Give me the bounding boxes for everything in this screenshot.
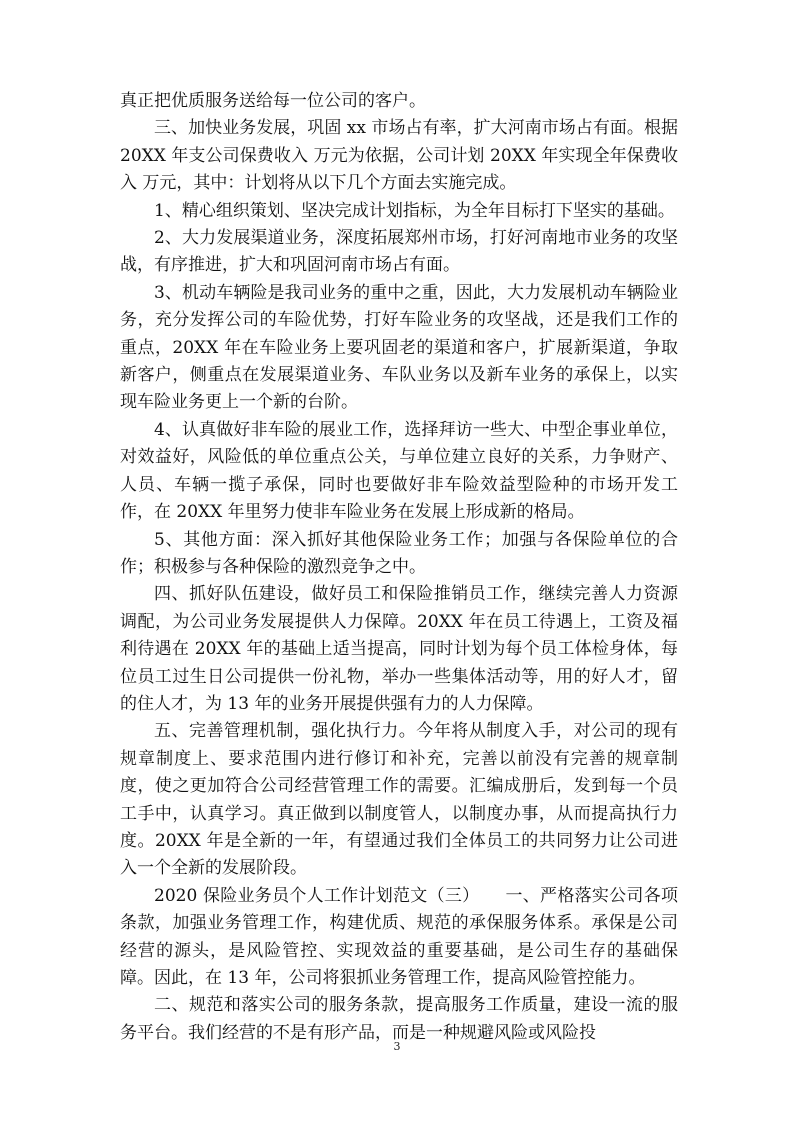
paragraph-item-3: 3、机动车辆险是我司业务的重中之重，因此，大力发展机动车辆险业务，充分发挥公司的车险优势，打好车险业务的攻坚战，还是我们工作的重点，20XX 年在车险业务上要巩固老的渠道和客户，扩展新渠道，争取新客户，侧重点在发展渠道业务、车队业务以及新车业务的承保上，以实现车险业务更上一个新的台阶。	[120, 282, 678, 413]
paragraph-item-2: 2、大力发展渠道业务，深度拓展郑州市场，打好河南地市业务的攻坚战，有序推进，扩大和巩固河南市场占有面。	[120, 228, 678, 276]
paragraph-continuation: 真正把优质服务送给每一位公司的客户。	[120, 91, 426, 111]
document-body	[120, 88, 678, 1047]
paragraph-item-4: 4、认真做好非车险的展业工作，选择拜访一些大、中型企事业单位，对效益好，风险低的单位重点公关，与单位建立良好的关系，力争财产、人员、车辆一揽子承保，同时也要做好非车险效益型险种的市场开发工作，在 20XX 年里努力使非车险业务在发展上形成新的格局。	[120, 419, 678, 523]
paragraph-section-four: 四、抓好队伍建设，做好员工和保险推销员工作，继续完善人力资源调配，为公司业务发展提供人力保障。20XX 年在员工待遇上，工资及福利待遇在 20XX 年的基础上适当提高，同时计划为每个员工体检身体，每位员工过生日公司提供一份礼物，举办一些集体活动等，用的好人才，留的住人才，为 13 年的业务开展提供强有力的人力保障。	[120, 584, 678, 714]
paragraph-item-1: 1、精心组织策划、坚决完成计划指标，为全年目标打下坚实的基础。	[154, 200, 675, 221]
paragraph-item-5: 5、其他方面：深入抓好其他保险业务工作；加强与各保险单位的合作；积极参与各种保险的激烈竞争之中。	[120, 529, 678, 577]
paragraph-sample-three: 2020 保险业务员个人工作计划范文（三） 一、严格落实公司各项条款，加强业务管理工作，构建优质、规范的承保服务体系。承保是公司经营的源头，是风险管控、实现效益的重要基础，是公司生存的基础保障。因此，在 13 年，公司将狠抓业务管理工作，提高风险管控能力。	[120, 885, 678, 988]
paragraph-section-five: 五、完善管理机制，强化执行力。今年将从制度入手，对公司的现有规章制度上、要求范围内进行修订和补充，完善以前没有完善的规章制度，使之更加符合公司经营管理工作的需要。汇编成册后，发到每一个员工手中，认真学习。真正做到以制度管人，以制度办事，从而提高执行力度。20XX 年是全新的一年，有望通过我们全体员工的共同努力让公司进入一个全新的发展阶段。	[120, 721, 678, 879]
page-number: 3	[393, 1040, 401, 1053]
paragraph-service-terms: 二、规范和落实公司的服务条款，提高服务工作质量，建设一流的服务平台。我们经营的不是有形产品，而是一种规避风险或风险投	[120, 995, 678, 1043]
paragraph-section-three: 三、加快业务发展，巩固 xx 市场占有率，扩大河南市场占有面。根据 20XX 年支公司保费收入 万元为依据，公司计划 20XX 年实现全年保费收入 万元，其中：计划将从以下几个方面去实施完成。	[120, 118, 678, 194]
